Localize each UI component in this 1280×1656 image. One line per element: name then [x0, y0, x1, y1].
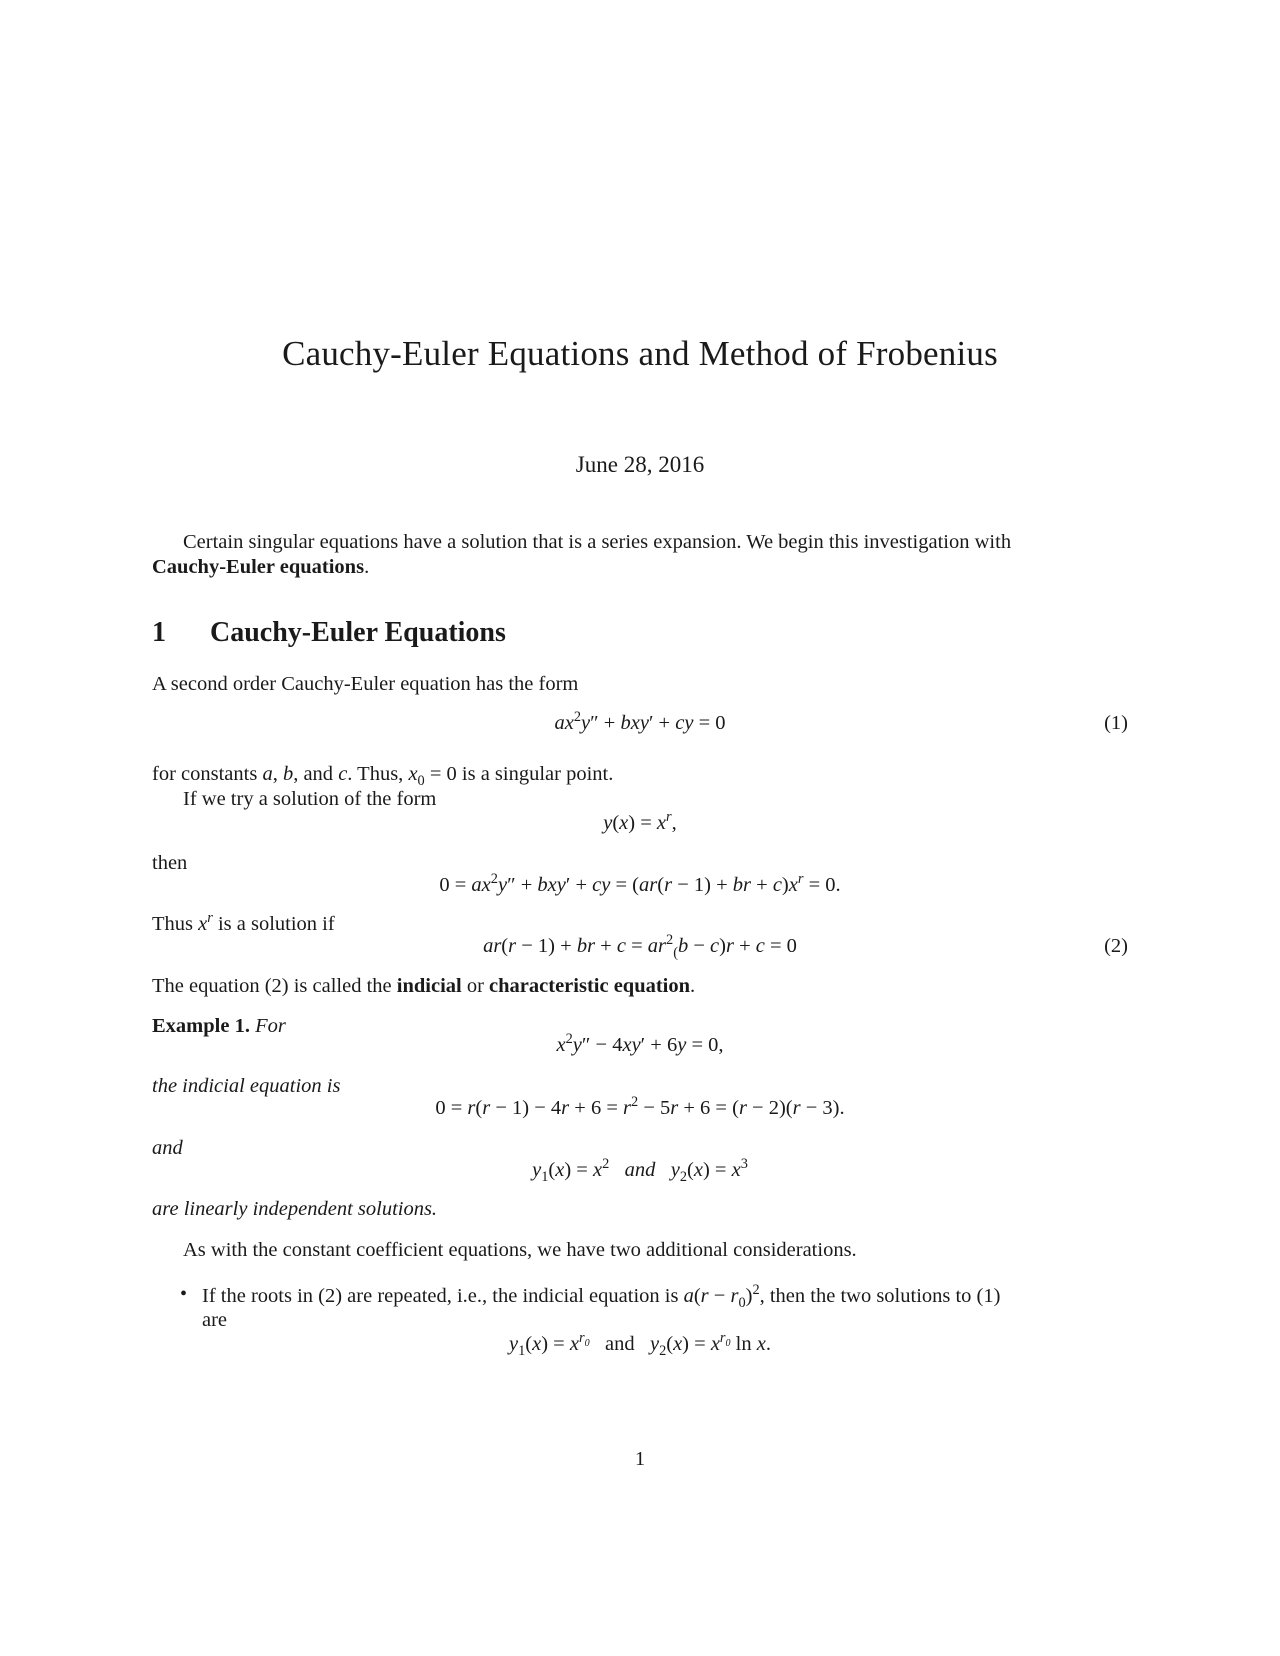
example-for: For: [255, 1015, 286, 1037]
var-a: a: [262, 763, 273, 785]
try-solution-line: If we try a solution of the form: [183, 788, 437, 810]
var-x: x: [408, 763, 418, 785]
bullet-marker: •: [180, 1283, 188, 1305]
and-upright: and: [604, 1333, 635, 1355]
and-line: and: [152, 1137, 183, 1159]
section-number: 1: [152, 617, 166, 648]
bullet-text: If the roots in (2) are repeated, i.e., the indicial equation is: [202, 1285, 684, 1307]
singular-point-text: = 0 is a singular point.: [424, 763, 614, 785]
bullet-1-line-2: are: [202, 1309, 228, 1331]
section-title: Cauchy-Euler Equations: [210, 617, 506, 648]
var-b: b: [282, 763, 294, 785]
intro-line-2: [152, 555, 1128, 579]
thus-xr-line: [152, 912, 335, 936]
indicial-is-line: the indicial equation is: [152, 1075, 341, 1097]
form-paragraph: A second order Cauchy-Euler equation has the form: [152, 673, 579, 695]
and-word: , and: [293, 763, 339, 785]
section-heading: [152, 617, 506, 649]
example-label: Example 1.: [152, 1015, 250, 1037]
equation-1-number: (1): [1104, 712, 1128, 734]
equation-repeated-roots: $y_1(x) = x^{r_0}$ and $y_2(x) = x^{r_0}$ ln x.: [509, 1330, 771, 1360]
intro-end: .: [364, 556, 370, 578]
constants-line: [152, 762, 614, 790]
and-mid: and: [624, 1159, 656, 1181]
constant-coeff-line: As with the constant coefficient equations, we have two additional considerations.: [183, 1239, 857, 1261]
called-pre: The equation (2) is called the: [152, 975, 397, 997]
date: June 28, 2016: [575, 452, 705, 477]
subscript-zero: 0: [417, 773, 425, 790]
var-x-r: x: [198, 913, 208, 935]
superscript-r: r: [207, 910, 213, 927]
term-characteristic: characteristic equation: [489, 975, 691, 997]
equation-1: $ax^2y'' + bxy'$ + cy = 0: [554, 709, 726, 734]
called-end: .: [690, 975, 696, 997]
equation-trial: $y(x) = x^r$,: [603, 809, 677, 834]
indicial-definition: [152, 974, 695, 998]
equation-substitution: $0 = ax^2y'' + bxy'$ + cy = (ar(r − 1) + br + $c)x^r = 0$.: [439, 871, 841, 896]
thus-pre: Thus: [152, 913, 199, 935]
then-word: then: [152, 852, 188, 874]
page-title: Cauchy-Euler Equations and Method of Frobenius: [282, 334, 998, 373]
var-c: c: [338, 763, 348, 785]
intro-paragraph: [152, 530, 1128, 579]
independent-line: are linearly independent solutions.: [152, 1198, 438, 1220]
comma: ,: [272, 763, 283, 785]
equation-2: ar(r − 1) + br + $c = ar^2_(b - c)r + c = 0$: [483, 932, 797, 962]
intro-line-1: Certain singular equations have a solution that is a series expansion. We begin this investigation with: [183, 531, 1012, 553]
bullet-1-line-1: If the roots in (2) are repeated, i.e., the indicial equation is $a(r - r_0)^2$, then the two solutions to (1): [202, 1282, 1001, 1312]
or-word: or: [461, 975, 490, 997]
term-indicial: indicial: [396, 975, 462, 997]
constants-pre: for constants: [152, 763, 263, 785]
equation-2-number: (2): [1104, 935, 1128, 957]
thus-word: . Thus,: [347, 763, 409, 785]
thus-post: is a solution if: [212, 913, 335, 935]
equation-example: $x^2y'' - 4xy' + 6y = 0$,: [556, 1031, 724, 1056]
equation-solutions-example: $y_1(x) = x^2$ and $y_2(x) = x^3$: [532, 1156, 748, 1186]
equation-indicial-example: $0 = r(r - 1) - 4r + 6 = r^2 - 5r + 6 = (r - 2)(r - 3)$.: [435, 1094, 845, 1119]
page-number: 1: [634, 1448, 646, 1470]
intro-bold: Cauchy-Euler equations: [152, 556, 365, 578]
bullet-tail: , then the two solutions to (1): [759, 1285, 1001, 1307]
